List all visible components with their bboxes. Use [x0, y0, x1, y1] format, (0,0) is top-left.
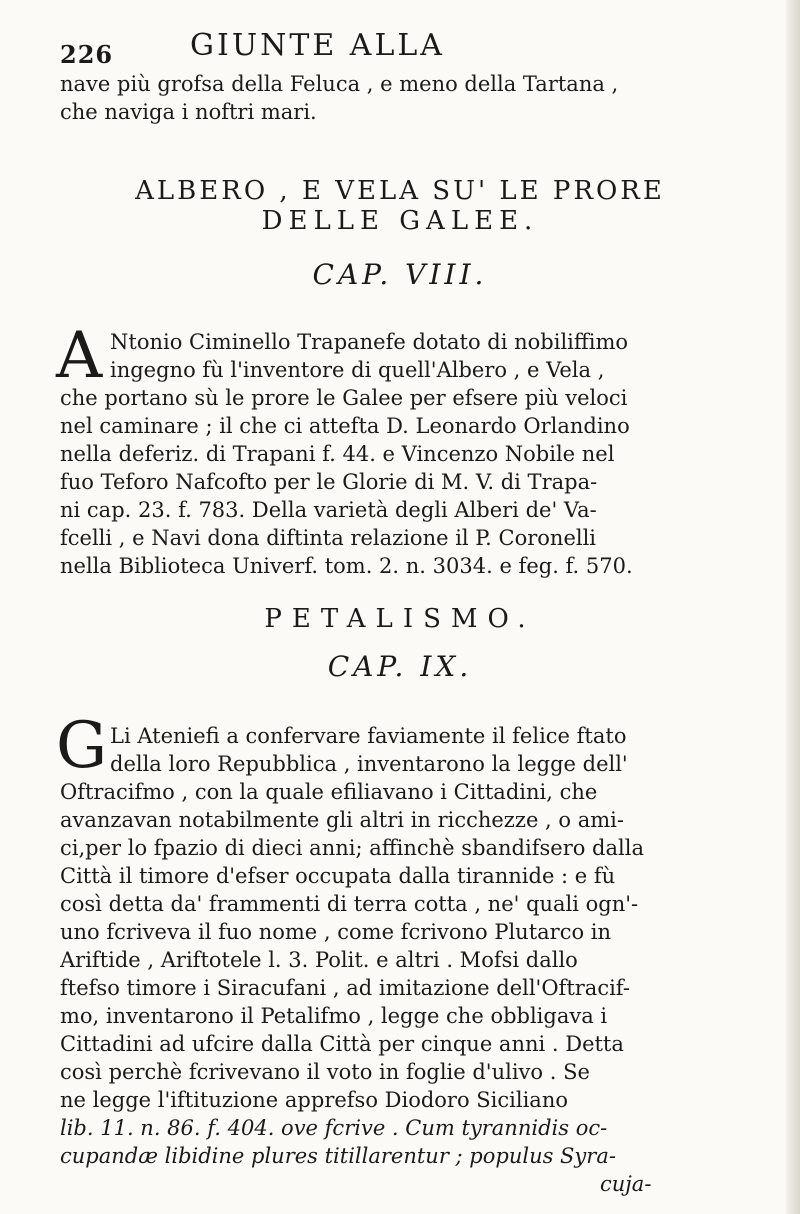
- text-line: cupandæ libidine plures titillarentur ; populus Syra-: [60, 1144, 616, 1168]
- text-line: Ntonio Ciminello Trapanefe dotato di nobiliffimo: [110, 330, 629, 354]
- text-line: uno fcriveva il fuo nome , come fcrivono Plutarco in: [60, 920, 612, 944]
- drop-cap: G: [56, 709, 108, 783]
- section-title: PETALISMO.: [264, 604, 536, 634]
- text-line: avanzavan notabilmente gli altri in ricchezze , o ami-: [60, 808, 624, 832]
- text-line: che naviga i noftri mari.: [60, 100, 317, 124]
- catchword: cuja-: [600, 1172, 652, 1196]
- text-line: mo, inventarono il Petalifmo , legge che obbligava i: [60, 1004, 608, 1028]
- text-line: ingegno fù l'inventore di quell'Albero , e Vela ,: [110, 358, 605, 382]
- text-line: ni cap. 23. f. 783. Della varietà degli Alberi de' Va-: [60, 498, 597, 522]
- text-line: così perchè fcrivevano il voto in foglie d'ulivo . Se: [60, 1060, 590, 1084]
- section-title: ALBERO , E VELA SU' LE PRORE: [135, 176, 665, 206]
- page-number: 226: [60, 40, 114, 69]
- text-line: Oftracifmo , con la quale efiliavano i Cittadini, che: [60, 780, 598, 804]
- text-line: della loro Repubblica , inventarono la legge dell': [110, 752, 628, 776]
- text-line: che portano sù le prore le Galee per efsere più veloci: [60, 386, 628, 410]
- section-title-continued: DELLE GALEE.: [261, 206, 539, 236]
- running-head: GIUNTE ALLA: [190, 28, 445, 63]
- text-line: nella Biblioteca Univerf. tom. 2. n. 3034. e feg. f. 570.: [60, 554, 633, 578]
- page-header: [60, 28, 760, 69]
- text-line: così detta da' frammenti di terra cotta , ne' quali ogn'-: [60, 892, 639, 916]
- text-line: lib. 11. n. 86. f. 404. ove fcrive . Cum tyrannidis oc-: [60, 1116, 608, 1140]
- text-line: Città il timore d'efser occupata dalla tirannide : e fù: [60, 864, 616, 888]
- text-line: nel caminare ; il che ci attefta D. Leonardo Orlandino: [60, 414, 630, 438]
- text-line: nave più grofsa della Feluca , e meno della Tartana ,: [60, 72, 619, 96]
- text-line: Cittadini ad ufcire dalla Città per cinque anni . Detta: [60, 1032, 624, 1056]
- text-line: fuo Teforo Nafcofto per le Glorie di M. V. di Trapa-: [60, 470, 598, 494]
- chapter-paragraph: [60, 722, 770, 1170]
- intro-paragraph: [60, 70, 770, 126]
- text-line: ci,per lo fpazio di dieci anni; affinchè sbandifsero dalla: [60, 836, 644, 860]
- text-line: nella deferiz. di Trapani f. 44. e Vincenzo Nobile nel: [60, 442, 615, 466]
- chapter-paragraph: [60, 328, 770, 580]
- text-line: fcelli , e Navi dona diftinta relazione il P. Coronelli: [60, 526, 597, 550]
- drop-cap: A: [56, 319, 103, 393]
- chapter-heading: CAP. VIII.: [312, 258, 488, 291]
- chapter-heading: CAP. IX.: [327, 650, 473, 683]
- text-line: Ariftide , Ariftotele l. 3. Polit. e altri . Mofsi dallo: [60, 948, 578, 972]
- text-line: ne legge l'iftituzione apprefso Diodoro Siciliano: [60, 1088, 568, 1112]
- text-line: Li Ateniefi a confervare faviamente il felice ftato: [110, 724, 627, 748]
- text-line: ftefso timore i Siracufani , ad imitazione dell'Oftracif-: [60, 976, 630, 1000]
